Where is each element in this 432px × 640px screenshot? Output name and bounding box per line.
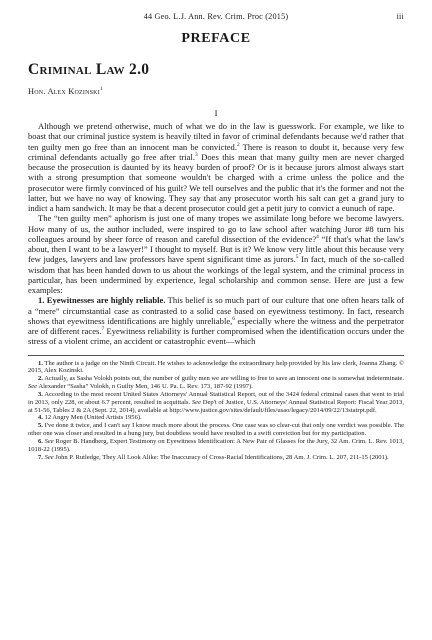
footnote-ref[interactable]: 5 bbox=[295, 254, 299, 261]
article-body bbox=[28, 121, 404, 347]
footnotes bbox=[28, 360, 404, 462]
footnote-number: 1. bbox=[38, 359, 43, 367]
running-header bbox=[28, 12, 404, 26]
numbered-claim-heading: 1. Eyewitnesses are highly reliable. bbox=[38, 295, 166, 306]
footnote: 7. See John P. Rutledge, They All Look Alike: The Inaccuracy of Cross-Racial Identifications, 28 Am. J. Crim. L. 207, 211-15 (2001). bbox=[38, 453, 389, 461]
footnote: 6. See Roger B. Handberg, Expert Testimony on Eyewitness Identification: A New Pair of Glasses for the Jury, 32 Am. Crim. L. Rev. 1013, 1018-22 (1995). bbox=[28, 437, 404, 453]
footnote: 5. I've done it twice, and I can't say I know much more about the process. One case was so clear-cut that only one verdict was possible. The other one was closer and resulted in a hung jury, but doubtless would have resulted in a swift conviction but for my participation. bbox=[28, 422, 404, 438]
author-line bbox=[28, 87, 404, 96]
footnote-ref[interactable]: 4 bbox=[316, 233, 319, 240]
footnote: 4. 12 Angry Men (United Artists 1956). bbox=[38, 414, 142, 422]
footnote: 1. The author is a judge on the Ninth Circuit. He wishes to acknowledge the extraordinary help provided by his law clerk, Joanna Zhang. © 2015, Alex Kozinski. bbox=[28, 359, 404, 375]
footnote-number: 7. bbox=[38, 453, 43, 461]
footnote-number: 2. bbox=[38, 375, 43, 383]
footnote-ref[interactable]: 3 bbox=[195, 151, 198, 158]
body-paragraph: The “ten guilty men” aphorism is just one of many tropes we assimilate long before we become lawyers. How many of us, the author included, were inspired to go to law school after watching Juror #8 turn his colleagues around by sheer force of reason and careful dissection of the evidence?$^4$ “If that's what the law's about, then I want to be a lawyer!” I thought to myself. But is it? We know very little about this because very few judges, lawyers and law professors have spent significant time as jurors.$^5$ In fact, much of the so-called wisdom that has been handed down to us about the workings of the legal system, and the criminal process in particular, has been undermined by experience, legal scholarship and common sense. Here are just a few examples: bbox=[28, 213, 404, 295]
page-number: iii bbox=[396, 12, 404, 21]
footnote-ref[interactable]: 1 bbox=[99, 86, 103, 93]
footnote-number: 5. bbox=[38, 422, 43, 430]
footnote-number: 4. bbox=[38, 414, 43, 422]
footnote-number: 3. bbox=[38, 390, 43, 398]
article-title: Criminal Law 2.0 bbox=[28, 61, 150, 78]
footnote: 3. According to the most recent United States Attorneys' Annual Statistical Report, out of the 3424 federal criminal cases that went to trial in 2013, only 228, or about 6.7 percent, resulted in acquittals. See Dep't of Justice, U.S. Attorneys' Annual Statistical Report: Fiscal Year 2013, at 51-56, Tables 2 & 2A (Sept. 22, 2014), available at http://www.justice.gov/sites/default/files/usao/legacy/2014/09/22/13statrpt.pdf. bbox=[28, 390, 404, 414]
section-number: I bbox=[214, 108, 218, 118]
footnote-ref[interactable]: 6 bbox=[232, 315, 235, 322]
author-name: Hon. Alex Kozinski bbox=[28, 87, 100, 96]
footnote-ref[interactable]: 7 bbox=[101, 326, 105, 333]
body-paragraph: Although we pretend otherwise, much of what we do in the law is guesswork. For example, we like to boast that our criminal justice system is heavily tilted in favor of criminal defendants because we'd rather that ten guilty men go free than an innocent man be convicted.$^2$ There is reason to doubt it, because very few criminal defendants actually go free after trial.$^3$ Does this mean that many guilty men are never charged because the prosecution is daunted by its heavy burden of proof? Or is it because jurors almost always start with a strong presumption that someone wouldn't be charged with a crime unless the police and the prosecutor were firmly convinced of his guilt? We tell ourselves and the public that it's the former and not the latter, but we have no way of knowing. They say that any prosecutor worth his salt can get a grand jury to indict a ham sandwich. It may be that a decent prosecutor could get a petit jury to convict a eunuch of rape. bbox=[28, 121, 404, 213]
footnote-number: 6. bbox=[38, 437, 43, 445]
running-head-title: 44 Geo. L.J. Ann. Rev. Crim. Proc (2015) bbox=[143, 12, 289, 21]
footnote: 2. Actually, as Sasha Volokh points out, the number of guilty men we are willing to free to save an innocent one is somewhat indeterminate. See Alexander “Sasha” Volokh, n Guilty Men, 146 U. Pa. L. Rev. 173, 187-92 (1997). bbox=[28, 375, 404, 391]
footnote-ref[interactable]: 2 bbox=[236, 141, 240, 148]
footnote-divider bbox=[28, 355, 404, 356]
journal-page bbox=[28, 12, 404, 461]
section-heading: PREFACE bbox=[181, 31, 251, 46]
body-paragraph: 1. Eyewitnesses are highly reliable. This belief is so much part of our culture that one often hears talk of a “mere” circumstantial case as contrasted to a solid case based on eyewitness testimony. In fact, research shows that eyewitness identifications are highly unreliable,$^6$ especially where the witness and the perpetrator are of different races.$^7$ Eyewitness reliability is further compromised when the identification occurs under the stress of a violent crime, an accident or catastrophic event—which bbox=[28, 295, 405, 347]
